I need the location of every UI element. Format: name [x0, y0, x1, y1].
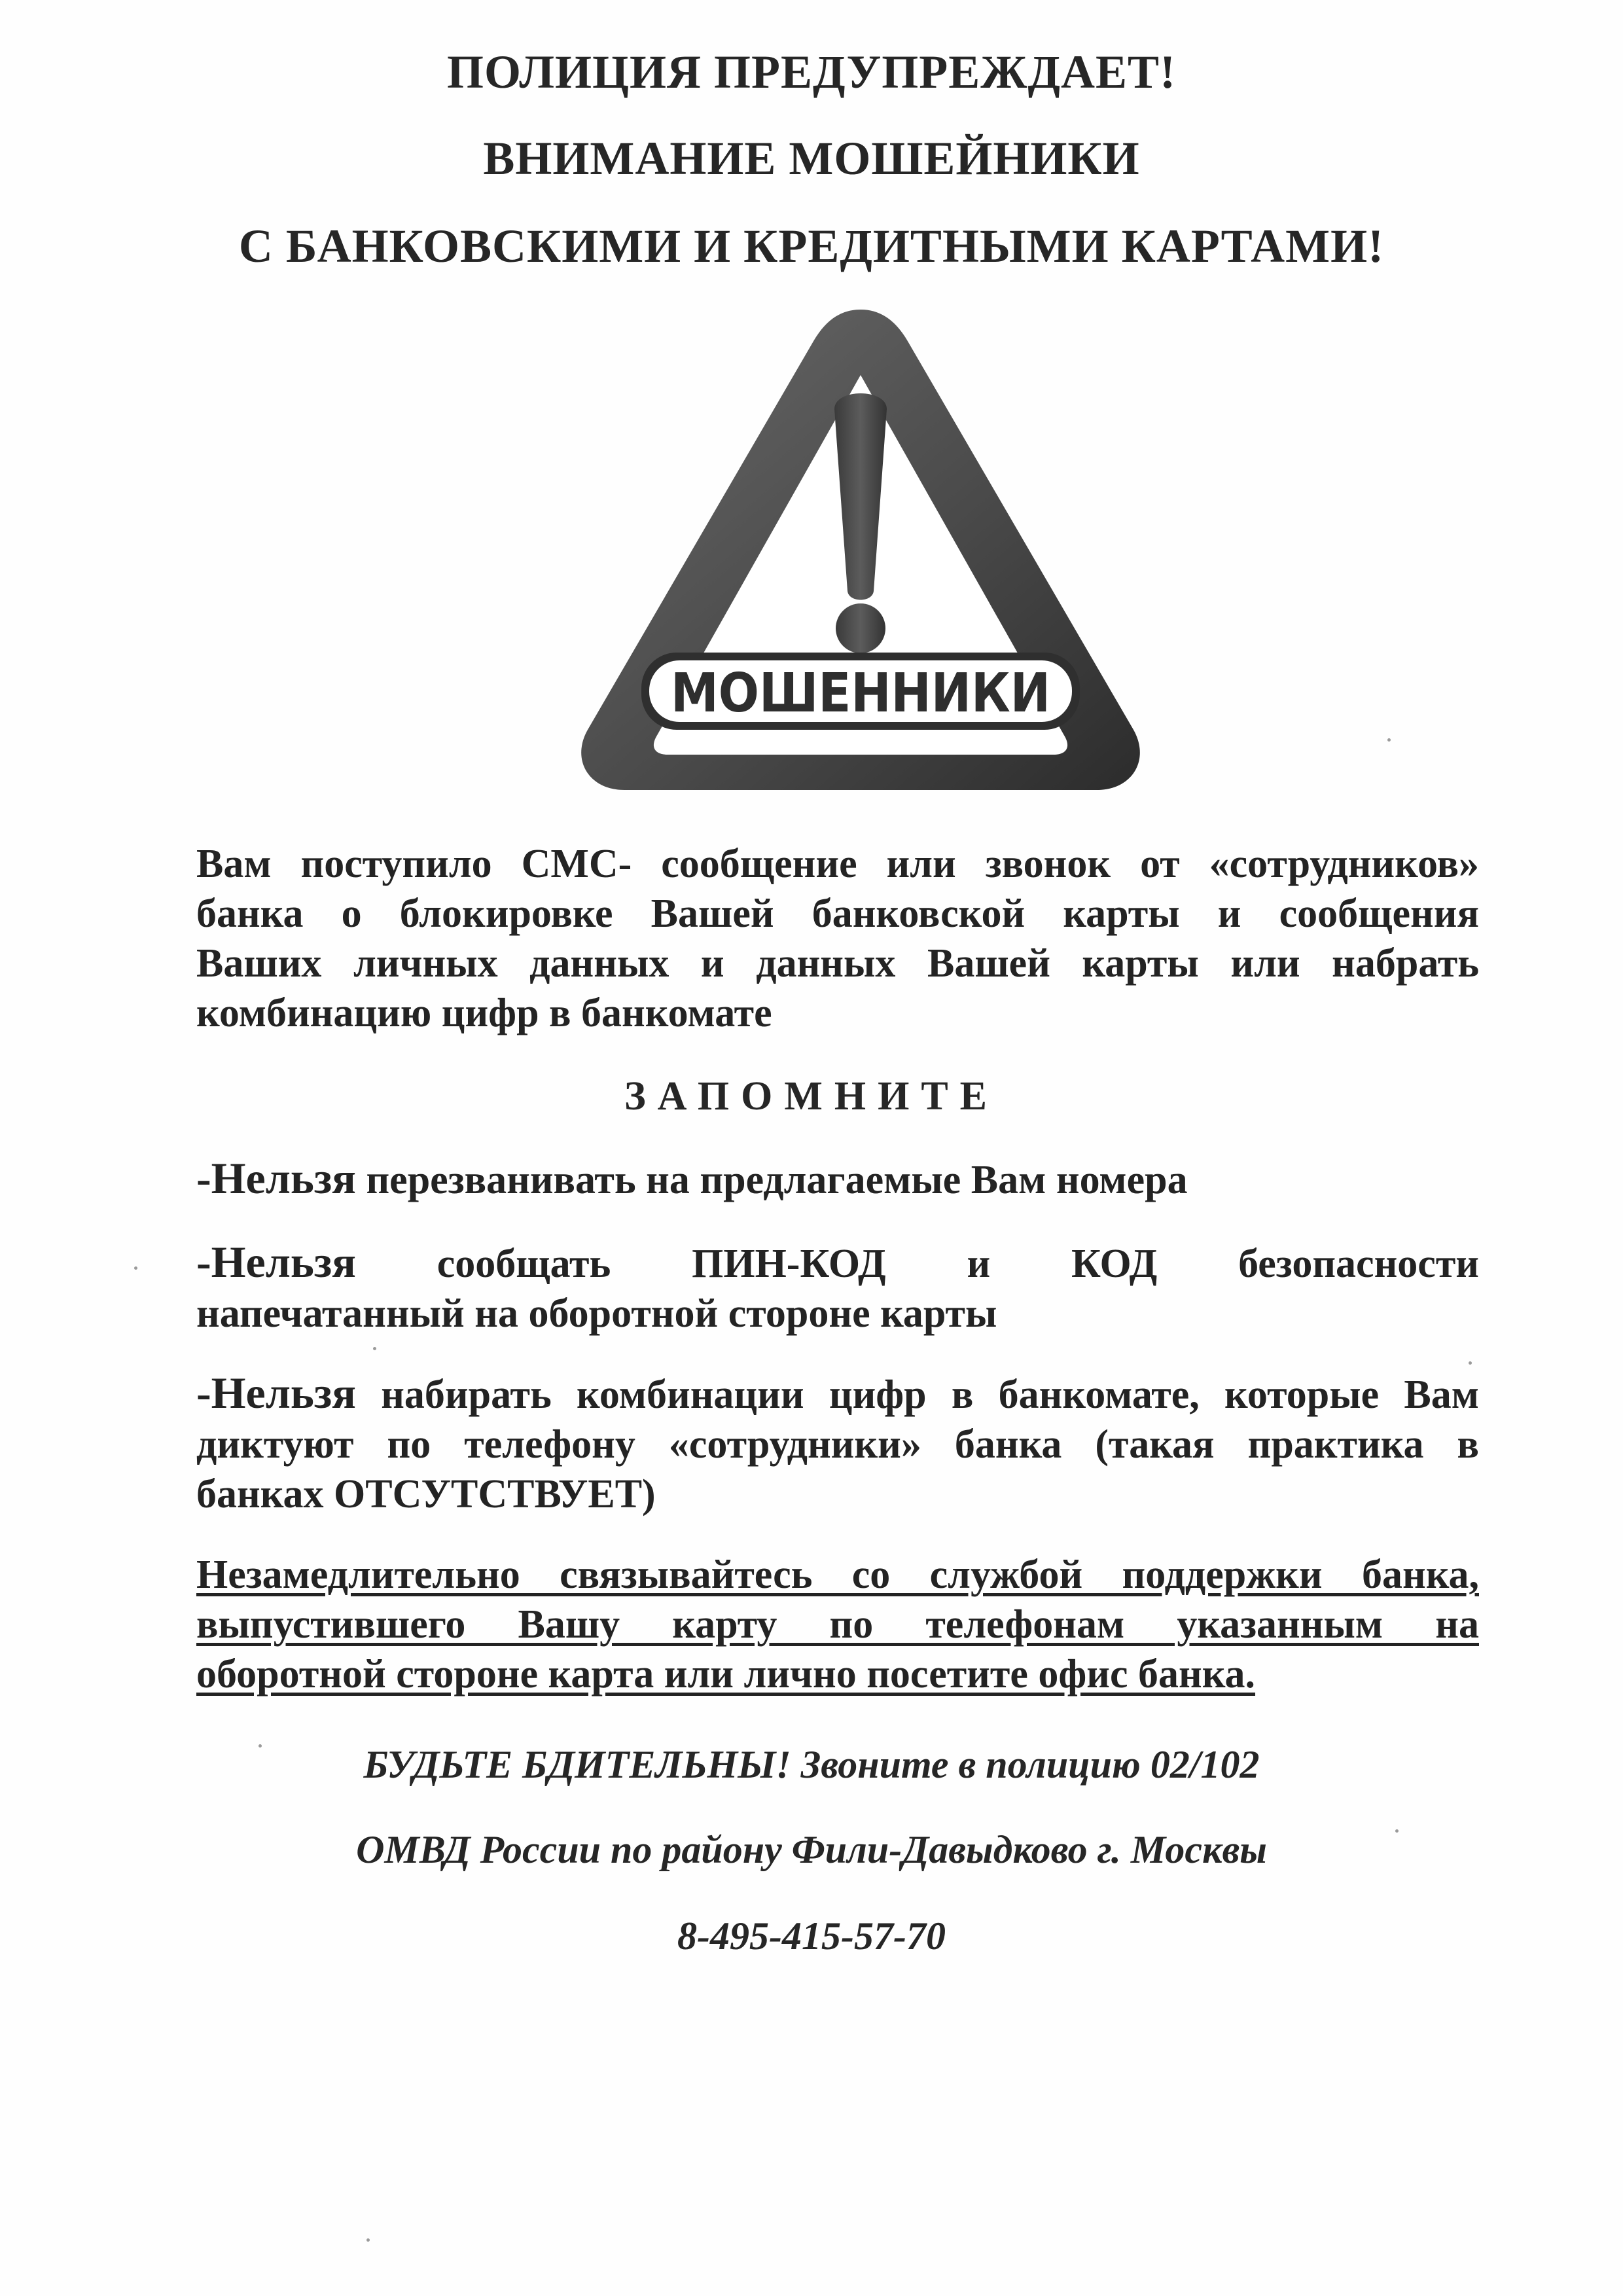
- sign-label: МОШЕННИКИ: [671, 662, 1050, 725]
- rule-text: сообщать ПИН-КОД и КОД безопасности: [355, 1242, 1479, 1286]
- intro-line: Ваших личных данных и данных Вашей карты или набрать: [196, 941, 1479, 986]
- scan-speck: [1469, 1361, 1472, 1365]
- contact-line: оборотной стороне карта или лично посетите офис банка.: [196, 1652, 1256, 1696]
- rule-item: [196, 1237, 1479, 1338]
- intro-line: банка о блокировке Вашей банковской карты и сообщения: [196, 891, 1479, 936]
- rule-lead: -Нельзя: [196, 1153, 356, 1203]
- rule-text: набирать комбинации цифр в банкомате, которые Вам: [355, 1372, 1479, 1417]
- rule-lead: -Нельзя: [196, 1237, 356, 1287]
- contact-line: выпустившего Вашу карту по телефонам указанным на: [196, 1602, 1479, 1647]
- scan-speck: [134, 1266, 137, 1270]
- intro-line: комбинацию цифр в банкомате: [196, 991, 772, 1035]
- rule-text: банках ОТСУТСТВУЕТ): [196, 1472, 656, 1516]
- headline-bank-cards: С БАНКОВСКИМИ И КРЕДИТНЫМИ КАРТАМИ!: [238, 220, 1385, 272]
- exclamation-dot: [836, 603, 885, 653]
- intro-paragraph: [196, 839, 1479, 1038]
- scan-speck: [373, 1347, 376, 1350]
- footer-be-vigilant: БУДЬТЕ БДИТЕЛЬНЫ! Звоните в полицию 02/102: [363, 1743, 1260, 1786]
- scan-speck: [366, 2238, 370, 2242]
- contact-bank-paragraph: [196, 1550, 1479, 1699]
- rule-item: [196, 1368, 1479, 1519]
- rule-text: диктуют по телефону «сотрудники» банка (такая практика в: [196, 1422, 1479, 1467]
- headline-police-warns: ПОЛИЦИЯ ПРЕДУПРЕЖДАЕТ!: [446, 46, 1177, 98]
- headline-attention-fraudsters: ВНИМАНИЕ МОШЕЙНИКИ: [483, 132, 1140, 185]
- rule-text: перезванивать на предлагаемые Вам номера: [355, 1158, 1188, 1202]
- scan-speck: [1387, 738, 1391, 742]
- footer-phone-number: 8-495-415-57-70: [677, 1914, 946, 1958]
- remember-heading: ЗАПОМНИТЕ: [624, 1074, 999, 1119]
- contact-line: Незамедлительно связывайтесь со службой поддержки банка,: [196, 1552, 1479, 1597]
- rule-item: [196, 1153, 1479, 1205]
- warning-triangle-icon: [576, 298, 1145, 802]
- footer-police-department: ОМВД России по району Фили-Давыдково г. Москвы: [356, 1828, 1267, 1871]
- rule-text: напечатанный на оборотной стороне карты: [196, 1291, 997, 1336]
- scan-speck: [259, 1744, 262, 1748]
- intro-line: Вам поступило СМС- сообщение или звонок от «сотрудников»: [196, 842, 1479, 886]
- scan-speck: [1395, 1829, 1399, 1833]
- rule-lead: -Нельзя: [196, 1368, 356, 1418]
